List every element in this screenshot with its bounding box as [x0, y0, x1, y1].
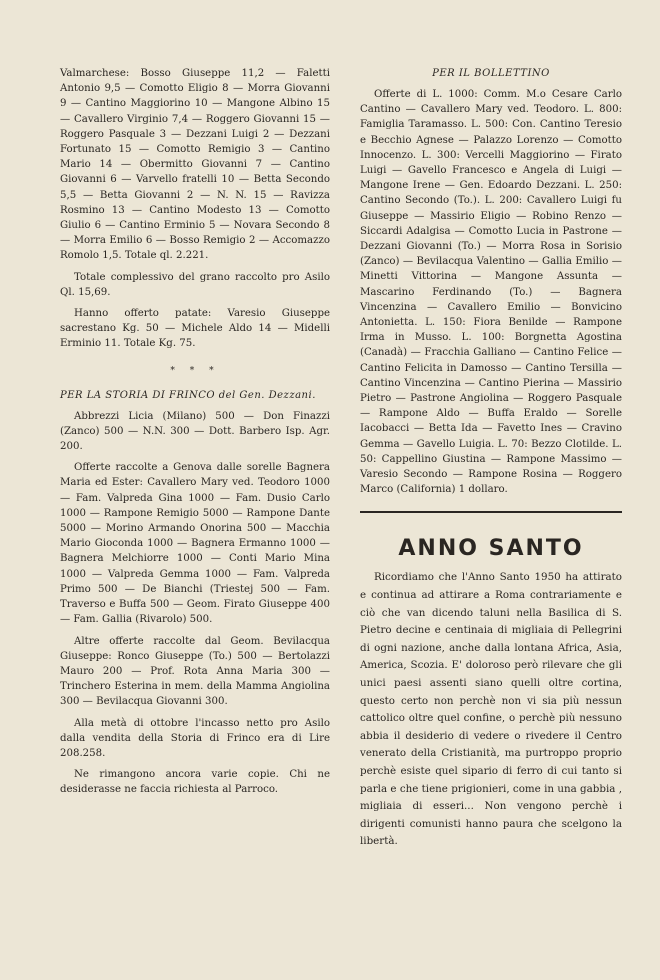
income-note: Alla metà di ottobre l'incasso netto pro Asilo dalla vendita della Storia di Frinco era di Lire 208.258. [60, 717, 330, 759]
bollettino-donations: Offerte di L. 1000: Comm. M.o Cesare Carlo Cantino — Cavallero Mary ved. Teodoro. L. 800: Famiglia Taramasso. L. 500: Con. Cantino Teresio e Becchio Agnese — Palazzo Lorenzo — Comotto Innocenzo. L. 300: Vercelli Maggiorino — Firato Luigi — Gavello Francesco e Angela di Luigi — Mangone Irene — Gen. Edoardo Dezzani. L. 250: Cantino Secondo (To.). L. 200: Cavallero Luigi fu Giuseppe — Massirio Eligio — Robino Renzo — Siccardi Adalgisa — Comotto Lucia in Pastrone — Dezzani Giovanni (To.) — Morra Rosa in Sorisio (Zanco) — Bevilacqua Valentino — Gallia Emilio — Minetti Vittorina — Mangone Assunta — Mascarino Ferdinando (To.) — Bagnera Vincenzina — Cavallero Emilio — Bonvicino Antonietta. L. 150: Fiora Benilde — Rampone Irma in Musso. L. 100: Borgnetta Agostina (Canadà) — Fracchia Galliano — Cantino Felice — Cantino Felicita in Damosso — Cantino Tersilla — Cantino Vincenzina — Cantino Pierina — Massirio Pietro — Pastrone Angiolina — Roggero Pasquale — Rampone Aldo — Buffa Eraldo — Sorelle Iacobacci — Betta Ida — Favetto Ines — Cravino Gemma — Gavello Luigia. L. 70: Bezzo Clotilde. L. 50: Cappellino Giustina — Rampone Massimo — Varesio Secondo — Rampone Rosina — Roggero Marco (California) 1 dollaro. [360, 89, 622, 496]
copies-note: Ne rimangono ancora varie copie. Chi ne desiderasse ne faccia richiesta al Parroco. [60, 769, 330, 796]
anno-santo-body [360, 569, 622, 851]
bollettino-heading: PER IL BOLLETTINO [432, 68, 550, 79]
valmarchese-donations: Valmarchese: Bosso Giuseppe 11,2 — Faletti Antonio 9,5 — Comotto Eligio 8 — Morra Giovanni 9 — Cantino Maggiorino 10 — Mangone Albino 15 — Cavallero Virginio 7,4 — Roggero Giovanni 15 — Roggero Pasquale 3 — Dezzani Luigi 2 — Dezzani Fortunato 15 — Comotto Remigio 3 — Cantino Mario 14 — Obermitto Giovanni 7 — Cantino Giovanni 6 — Varvello fratelli 10 — Betta Secondo 5,5 — Betta Giovanni 2 — N. N. 15 — Ravizza Rosmino 13 — Cantino Modesto 13 — Comotto Giulio 6 — Cantino Erminio 5 — Novara Secondo 8 — Morra Emilio 6 — Bosso Remigio 2 — Accomazzo Romolo 1,5. Totale ql. 2.221. [60, 68, 330, 262]
potato-donations: Hanno offerto patate: Varesio Giuseppe sacrestano Kg. 50 — Michele Aldo 14 — Midelli Erminio 11. Totale Kg. 75. [60, 308, 330, 350]
grain-total: Totale complessivo del grano raccolto pro Asilo Ql. 15,69. [60, 271, 330, 298]
section-divider [360, 511, 622, 513]
anno-santo-text: Ricordiamo che l'Anno Santo 1950 ha attirato e continua ad attirare a Roma contrariamente e ciò che van dicendo taluni nella Basilica di S. Pietro decine e centinaia di migliaia di Pellegrini di ogni nazione, anche dalla lontana Africa, Asia, America, Scozia. E' doloroso però rilevare che gli unici paesi assenti siano quelli oltre cortina, questo certo non perchè non vi sia più nessun cattolico oltre quel confine, o perchè più nessuno abbia il desiderio di vedere o rivedere il Centro venerato della Cristianità, ma purtroppo proprio perchè esiste quel sipario di ferro di cui tanto si parla e che tiene prigionieri, come in una gabbia , migliaia di esseri... Non vengono perchè i dirigenti comunisti hanno paura che scelgono la libertà. [360, 571, 622, 848]
anno-santo-title: ANNO SANTO [398, 536, 584, 562]
left-column [60, 66, 330, 804]
genova-donations: Offerte raccolte a Genova dalle sorelle Bagnera Maria ed Ester: Cavallero Mary ved. Teodoro 1000 — Fam. Valpreda Gina 1000 — Fam. Dusio Carlo 1000 — Rampone Remigio 5000 — Rampone Dante 5000 — Morino Armando Onorina 500 — Macchia Mario Gioconda 1000 — Bagnera Ermanno 1000 — Bagnera Melchiorre 1000 — Conti Mario Mina 1000 — Valpreda Gemma 1000 — Fam. Valpreda Primo 500 — De Bianchi (Triestej 500 — Fam. Traverso e Buffa 500 — Geom. Firato Giuseppe 400 — Fam. Gallia (Rivarolo) 500. [60, 462, 330, 626]
section-separator: * * * [170, 365, 220, 376]
bevilacqua-donations: Altre offerte raccolte dal Geom. Bevilacqua Giuseppe: Ronco Giuseppe (To.) 500 — Bertolazzi Mauro 200 — Prof. Rota Anna Maria 300 — Trinchero Esterina in mem. della Mamma Angiolina 300 — Bevilacqua Giovanni 300. [60, 635, 330, 708]
storia-frinco-heading: PER LA STORIA DI FRINCO del Gen. Dezzani. [60, 389, 316, 401]
storia-donations-1: Abbrezzi Licia (Milano) 500 — Don Finazzi (Zanco) 500 — N.N. 300 — Dott. Barbero Isp. Agr. 200. [60, 410, 330, 453]
right-column [360, 66, 622, 857]
